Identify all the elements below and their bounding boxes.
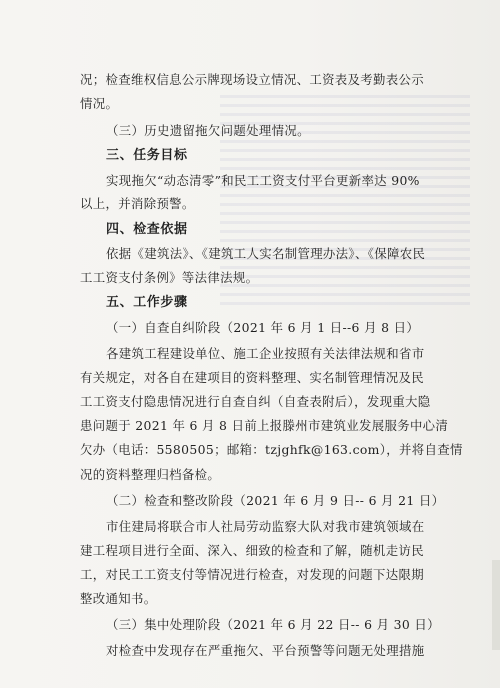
document-page: 况；检查维权信息公示牌现场设立情况、工资表及考勤表公示 情况。 （三）历史遗留拖欠问题处理情况。 三、任务目标 实现拖欠“动态清零”和民工工资支付平台更新率达 90% 以上，并消除预警。 四、检查依据 依据《建筑法》、《建筑工人实名制管理办法》、《保障农民 工工资支付条例》等法律法规。 五、工作步骤 （一）自查自纠阶段（2021 年 6 月 1 日--6 月 8 日） 各建筑工程建设单位、施工企业按照有关法律法规和省市 有关规定，对各自在建项目的资料整理、实名制管理情况及民 工工资支付隐患情况进行自查自纠（自查表附后），发现重大隐 患问题于 2021 年 6 月 8 日前上报滕州市建筑业发展服务中心清 欠办（电话：5580505；邮箱：tzjghfk@163.com），并将自查情 况的资料整理归档备检。 （二）检查和整改阶段（2021 年 6 月 9 日-- 6 月 21 日） 市住建局将联合市人社局劳动监察大队对我市建筑领域在 建工程项目进行全面、深入、细致的检查和了解，随机走访民 工，对民工工资支付等情况进行检查，对发现的问题下达限期 整改通知书。 （三）集中处理阶段（2021 年 6 月 22 日-- 6 月 30 日） 对检查中发现存在严重拖欠、平台预警等问题无处理措施 — [0, 0, 500, 688]
page-edge-shadow — [492, 560, 500, 650]
